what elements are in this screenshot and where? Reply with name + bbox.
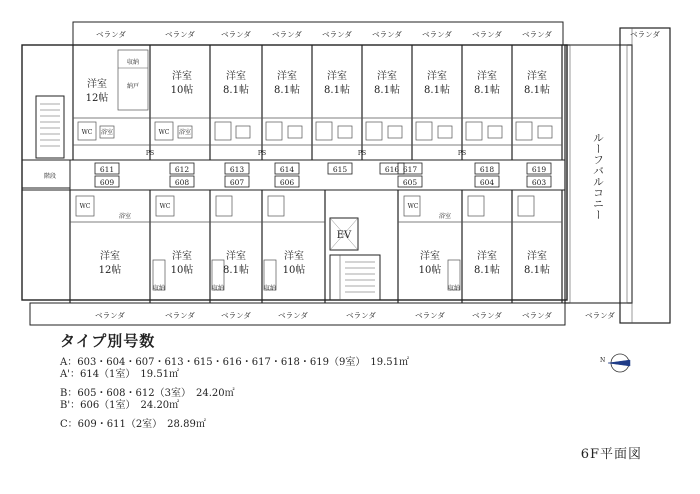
- unit-room-label: 洋室: [527, 71, 547, 82]
- unit-size-label: 8.1帖: [324, 85, 350, 96]
- unit-number: 605: [402, 178, 418, 187]
- unit-room-label: 洋室: [226, 71, 246, 82]
- bottom-balcony-label: ベランダ: [472, 311, 502, 320]
- unit-room-label: 洋室: [527, 251, 547, 262]
- unit-size-label: 8.1帖: [524, 85, 550, 96]
- unit-room-label: 洋室: [284, 251, 304, 262]
- ev-label: EV: [336, 230, 352, 241]
- compass-n-label: N: [600, 357, 606, 364]
- unit-size-label: 10帖: [170, 85, 194, 96]
- unit-number: 612: [174, 165, 190, 174]
- unit-room-label: 洋室: [277, 71, 297, 82]
- unit-size-label: 10帖: [418, 265, 442, 276]
- bottom-balcony-label: ベランダ: [585, 311, 615, 320]
- unit-room-label: 洋室: [226, 251, 246, 262]
- unit-size-label: 8.1帖: [223, 265, 249, 276]
- unit-number: 613: [229, 165, 245, 174]
- type-legend: [60, 330, 460, 431]
- storage-label: 収納: [211, 285, 225, 292]
- bottom-balcony-label: ベランダ: [95, 311, 125, 320]
- storage-label: 収納: [263, 285, 277, 292]
- unit-room-label: 洋室: [172, 251, 192, 262]
- bottom-balcony-label: ベランダ: [415, 311, 445, 320]
- unit-number: 614: [279, 165, 295, 174]
- ps-label: PS: [457, 150, 467, 157]
- storage-label: 収納: [126, 59, 140, 66]
- unit-size-label: 8.1帖: [374, 85, 400, 96]
- ps-label: PS: [257, 150, 267, 157]
- legend-row-b-prime: B'：606（1室） 24.20㎡: [60, 400, 180, 411]
- storage-label: 収納: [447, 285, 461, 292]
- bottom-balcony-label: ベランダ: [278, 311, 308, 320]
- bath-label: 浴室: [118, 213, 132, 220]
- stair-left: [36, 96, 64, 158]
- wc-label: WC: [79, 203, 91, 210]
- unit-size-label: 12帖: [98, 265, 122, 276]
- north-compass-icon: [596, 348, 636, 378]
- unit-size-label: 8.1帖: [474, 85, 500, 96]
- wc-label: WC: [158, 129, 170, 136]
- bath-label: 浴室: [100, 129, 114, 136]
- unit-room-label: 洋室: [327, 71, 347, 82]
- roof-balcony-label: ルーフバルコニー: [591, 132, 605, 220]
- bottom-balcony-label: ベランダ: [221, 311, 251, 320]
- unit-number: 609: [99, 178, 115, 187]
- unit-number: 603: [531, 178, 547, 187]
- top-balcony-label: ベランダ: [372, 30, 402, 39]
- unit-size-label: 8.1帖: [274, 85, 300, 96]
- top-balcony-label: ベランダ: [630, 30, 660, 39]
- top-balcony-label: ベランダ: [221, 30, 251, 39]
- unit-number: 607: [229, 178, 245, 187]
- unit-size-label: 12帖: [85, 93, 109, 104]
- unit-size-label: 8.1帖: [223, 85, 249, 96]
- top-balcony-label: ベランダ: [322, 30, 352, 39]
- unit-room-label: 洋室: [477, 251, 497, 262]
- top-balcony-label: ベランダ: [422, 30, 452, 39]
- unit-room-label: 洋室: [100, 251, 120, 262]
- unit-number: 616: [384, 165, 400, 174]
- unit-room-label: 洋室: [477, 71, 497, 82]
- unit-room-label: 洋室: [427, 71, 447, 82]
- unit-number: 617: [402, 165, 418, 174]
- wc-label: WC: [407, 203, 419, 210]
- wc-label: WC: [159, 203, 171, 210]
- unit-number: 619: [531, 165, 547, 174]
- legend-title: タイプ別号数: [60, 332, 156, 350]
- unit-size-label: 10帖: [282, 265, 306, 276]
- stair-label: 階段: [43, 173, 57, 180]
- unit-size-label: 8.1帖: [524, 265, 550, 276]
- bottom-balcony-label: ベランダ: [346, 311, 376, 320]
- bath-label: 浴室: [438, 213, 452, 220]
- legend-row-c: C：609・611（2室） 28.89㎡: [60, 419, 206, 430]
- top-balcony-label: ベランダ: [472, 30, 502, 39]
- unit-number: 604: [479, 178, 495, 187]
- legend-row-b: B：605・608・612（3室） 24.20㎡: [60, 388, 235, 399]
- unit-room-label: 洋室: [377, 71, 397, 82]
- unit-size-label: 8.1帖: [474, 265, 500, 276]
- unit-number: 611: [99, 165, 115, 174]
- floor-title: 6F平面図: [580, 447, 642, 462]
- closet-label: 納戸: [126, 83, 140, 90]
- unit-number: 606: [279, 178, 295, 187]
- unit-room-label: 洋室: [172, 71, 192, 82]
- bottom-balcony-label: ベランダ: [522, 311, 552, 320]
- unit-size-label: 10帖: [170, 265, 194, 276]
- unit-number: 618: [479, 165, 495, 174]
- legend-row-a-prime: A'：614（1室） 19.51㎡: [60, 369, 180, 380]
- unit-number: 608: [174, 178, 190, 187]
- bath-label: 浴室: [178, 129, 192, 136]
- unit-room-label: 洋室: [420, 251, 440, 262]
- legend-row-a: A：603・604・607・613・615・616・617・618・619（9室） 19.51㎡: [60, 357, 409, 368]
- ps-label: PS: [357, 150, 367, 157]
- wc-label: WC: [81, 129, 93, 136]
- bottom-balcony-label: ベランダ: [165, 311, 195, 320]
- top-balcony-label: ベランダ: [522, 30, 552, 39]
- top-balcony-label: ベランダ: [272, 30, 302, 39]
- top-balcony-label: ベランダ: [165, 30, 195, 39]
- unit-room-label: 洋室: [87, 79, 107, 90]
- storage-label: 収納: [152, 285, 166, 292]
- top-balcony-label: ベランダ: [96, 30, 126, 39]
- ps-label: PS: [145, 150, 155, 157]
- unit-size-label: 8.1帖: [424, 85, 450, 96]
- unit-number: 615: [332, 165, 348, 174]
